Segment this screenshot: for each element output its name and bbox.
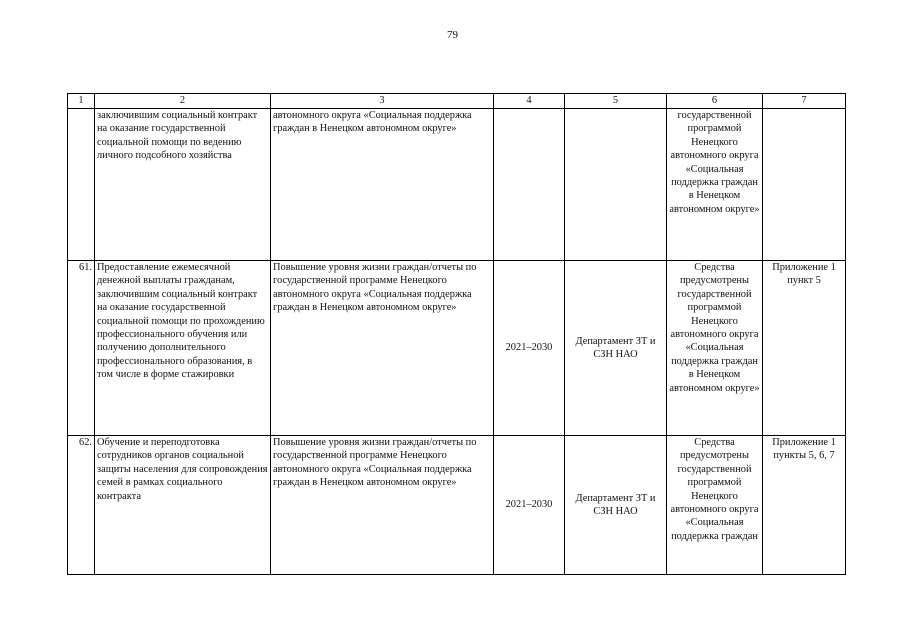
result-cell: Повышение уровня жизни граждан/отчеты по государственной программе Ненецкого автономного округа «Социальная поддержка граждан в Ненецком автономном округе» bbox=[271, 261, 494, 436]
column-header: 6 bbox=[667, 94, 763, 109]
page-number: 79 bbox=[447, 29, 458, 41]
funding-cell: Средства предусмотрены государственной программой Ненецкого автономного округа «Социальная поддержка граждан bbox=[667, 436, 763, 575]
result-cell: Повышение уровня жизни граждан/отчеты по государственной программе Ненецкого автономного округа «Социальная поддержка граждан в Ненецком автономном округе» bbox=[271, 436, 494, 575]
period-cell: 2021–2030 bbox=[494, 261, 565, 436]
column-header: 1 bbox=[68, 94, 95, 109]
period-cell bbox=[494, 109, 565, 261]
header-row bbox=[68, 94, 846, 109]
column-header: 4 bbox=[494, 94, 565, 109]
period-cell: 2021–2030 bbox=[494, 436, 565, 575]
activity-cell: Обучение и переподготовка сотрудников органов социальной защиты населения для сопровождения семей в рамках социального контракта bbox=[95, 436, 271, 575]
note-cell: Приложение 1 пункт 5 bbox=[763, 261, 846, 436]
executor-cell: Департамент ЗТ и СЗН НАО bbox=[565, 436, 667, 575]
activity-cell: заключившим социальный контракт на оказание государственной социальной помощи по ведению личного подсобного хозяйства bbox=[95, 109, 271, 261]
column-header: 5 bbox=[565, 94, 667, 109]
row-number: 61. bbox=[68, 261, 95, 436]
funding-cell: Средства предусмотрены государственной программой Ненецкого автономного округа «Социальная поддержка граждан в Ненецком автономном округе» bbox=[667, 261, 763, 436]
row-number bbox=[68, 109, 95, 261]
funding-cell: государственной программой Ненецкого автономного округа «Социальная поддержка граждан в Ненецком автономном округе» bbox=[667, 109, 763, 261]
table-row bbox=[68, 436, 846, 575]
column-header: 3 bbox=[271, 94, 494, 109]
executor-cell bbox=[565, 109, 667, 261]
note-cell bbox=[763, 109, 846, 261]
column-header: 7 bbox=[763, 94, 846, 109]
column-header: 2 bbox=[95, 94, 271, 109]
plan-table bbox=[67, 93, 846, 575]
activity-cell: Предоставление ежемесячной денежной выплаты гражданам, заключившим социальный контракт на оказание государственной социальной помощи по прохождению профессионального обучения или получению дополнительного профессионального образования, в том числе в форме стажировки bbox=[95, 261, 271, 436]
table-row bbox=[68, 261, 846, 436]
result-cell: автономного округа «Социальная поддержка граждан в Ненецком автономном округе» bbox=[271, 109, 494, 261]
note-cell: Приложение 1 пункты 5, 6, 7 bbox=[763, 436, 846, 575]
table-row bbox=[68, 109, 846, 261]
row-number: 62. bbox=[68, 436, 95, 575]
executor-cell: Департамент ЗТ и СЗН НАО bbox=[565, 261, 667, 436]
